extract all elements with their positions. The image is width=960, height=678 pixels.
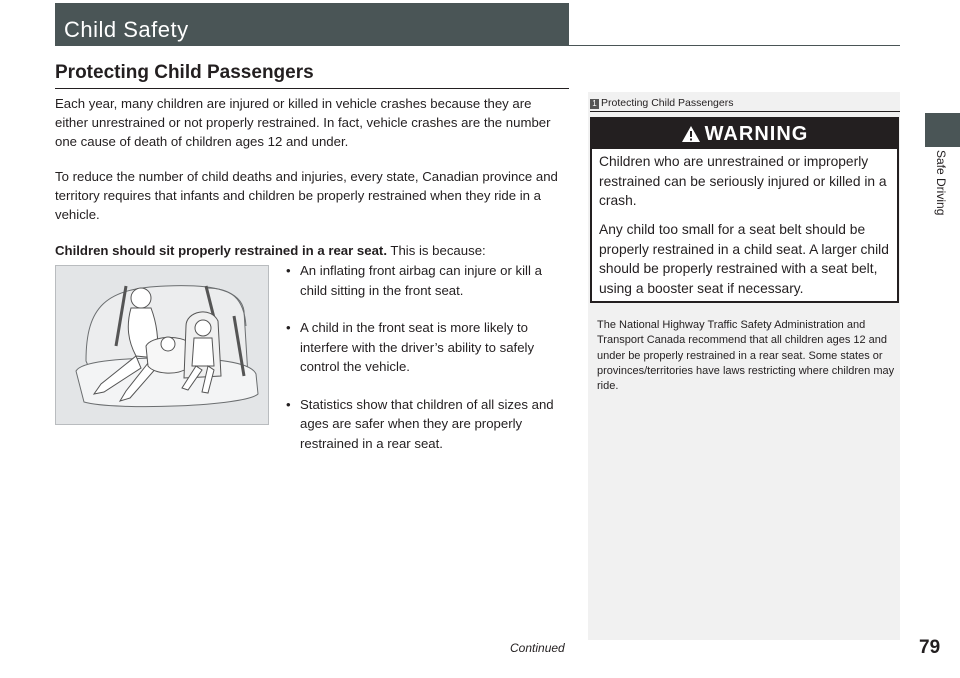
law-paragraph: To reduce the number of child deaths and injuries, every state, Canadian province and territory requires that infants and children be properly restrained when they ride in a vehicle.: [55, 169, 558, 222]
bullet-text: An inflating front airbag can injure or kill a child sitting in the front seat.: [300, 263, 542, 298]
warning-triangle-icon: [681, 125, 701, 143]
sidebar-heading-text: Protecting Child Passengers: [601, 97, 734, 109]
bullet-text: A child in the front seat is more likely to interfere with the driver’s ability to safely control the vehicle.: [300, 320, 535, 374]
rear-seat-illustration: [55, 265, 269, 425]
rear-seat-reasons-list: [286, 261, 570, 453]
warning-title: WARNING: [704, 123, 809, 145]
bullet-icon: •: [286, 320, 291, 335]
chapter-title: Child Safety: [64, 17, 189, 42]
rear-seat-drawing: [56, 266, 268, 424]
list-item: [286, 395, 570, 454]
bullet-text: Statistics show that children of all sizes and ages are safer when they are properly restrained in a rear seat.: [300, 396, 554, 451]
list-item: [286, 318, 570, 377]
sidebar-body-text: The National Highway Traffic Safety Administration and Transport Canada recommend that all children ages 12 and under be properly restrained in a rear seat. Some states or provinces/territories have laws restricting where children may ride.: [597, 319, 895, 393]
intro-paragraph: Each year, many children are injured or killed in vehicle crashes because they are either unrestrained or not properly restrained. In fact, vehicle crashes are the number one cause of death of children ages 12 and under.: [55, 96, 551, 149]
warning-header: [592, 119, 897, 149]
continued-label: Continued: [510, 641, 565, 655]
sidebar-heading: [590, 96, 734, 110]
bullet-icon: •: [286, 396, 291, 412]
section-title: Protecting Child Passengers: [55, 62, 314, 83]
page-number: 79: [919, 637, 941, 658]
chapter-side-label: Safe Driving: [934, 150, 948, 216]
list-item: [286, 261, 570, 300]
chapter-tab-marker: [925, 113, 960, 147]
rear-seat-lead-bold: Children should sit properly restrained in a rear seat.: [55, 243, 387, 258]
rear-seat-lead-rest: This is because:: [386, 243, 486, 258]
section-rule: [55, 88, 569, 89]
bullet-icon: •: [286, 263, 291, 278]
reference-icon: 1: [590, 99, 599, 109]
warning-text-unrestrained: Children who are unrestrained or improperly restrained can be seriously injured or killed in a crash.: [599, 154, 887, 208]
warning-box: [590, 117, 899, 303]
sidebar-heading-rule: [590, 111, 900, 112]
header-rule: [569, 45, 900, 46]
warning-text-child-seat: Any child too small for a seat belt should be properly restrained in a child seat. A larger child should be properly restrained with a seat belt, using a booster seat if necessary.: [599, 222, 889, 296]
rear-seat-lead: [55, 241, 567, 260]
